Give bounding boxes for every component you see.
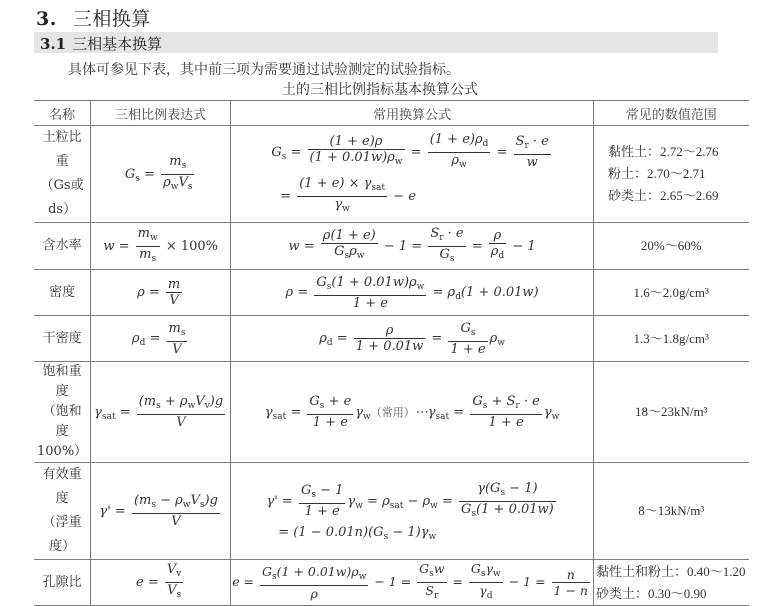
row-expression [91, 560, 231, 606]
subsection-number: 3.1 [40, 35, 67, 53]
math-formula: $G_s$ = $\frac{m_s}{\rho_wV_s}$ [124, 153, 193, 192]
math-formula: $G_s$ = $\frac{(1 + e)\rho}{(1 + 0.01w)\rho_w}$ = $\frac{(1 + e)\rho_d}{\rho_w}$ = $\frac{S_r \cdot e}{w}$ [271, 131, 549, 170]
row-expression [91, 223, 231, 270]
row-formulas [231, 316, 594, 362]
math-formula: $\gamma_{sat}$ = $\frac{(m_s + \rho_wV_v)g}{V}$ [94, 394, 224, 430]
table-row [34, 463, 749, 560]
math-formula: $\rho_d$ = $\frac{m_s}{V}$ [131, 320, 186, 357]
table-row [34, 316, 749, 362]
row-formulas [231, 223, 594, 270]
table-row [34, 223, 749, 270]
section-title: 三相换算 [72, 8, 151, 30]
row-expression [91, 126, 231, 223]
row-range: 20%～60% [593, 223, 748, 270]
math-formula: γ' = $\frac{G_s - 1}{1 + e}$ $\gamma_w = \rho_{sat} - \rho_w$ = $\frac{\gamma(G_s - 1)}{G_s(1 + 0.01w)}$ [266, 480, 554, 519]
row-formulas [231, 463, 594, 560]
row-name: 有效重度 （浮重度） [34, 463, 91, 560]
math-formula: w = $\frac{m_w}{m_s}$ × 100% [103, 225, 219, 264]
row-range: 18～23kN/m³ [593, 362, 748, 463]
row-name: 饱和重度 （饱和度 100%） [34, 362, 91, 463]
header-formulas: 常用换算公式 [231, 101, 594, 126]
row-expression [91, 316, 231, 362]
math-formula: = $\frac{(1 + e) \times \gamma_{sat}}{\gamma_w}$ − e [280, 175, 416, 214]
row-range: 8～13kN/m³ [593, 463, 748, 560]
intro-paragraph: 具体可参见下表，其中前三项为需要通过试验测定的试验指标。 [68, 62, 460, 78]
subsection-heading [40, 33, 162, 54]
math-formula: e = $\frac{G_s(1 + 0.01w)\rho_w}{\rho}$ − 1 = $\frac{G_sw}{S_r}$ = $\frac{G_s\gamma_w}{\gamma_d}$ − 1 = $\frac{n}{1 - n}$ [232, 561, 588, 601]
row-name: 密度 [34, 270, 91, 316]
math-formula: = $(1 - 0.01n)(G_s - 1)\gamma_w$ [278, 524, 437, 542]
header-name: 名称 [34, 101, 91, 126]
table-row [34, 270, 749, 316]
row-name: 土粒比重 （Gs或ds） [34, 126, 91, 223]
math-formula: w = $\frac{\rho(1 + e)}{G_s\rho_w}$ − 1 = $\frac{S_r \cdot e}{G_s}$ = $\frac{\rho}{\rho_d}$ − 1 [288, 225, 536, 264]
row-formulas [231, 560, 594, 606]
section-number: 3. [36, 8, 57, 30]
math-formula: ρ = $\frac{m}{V}$ [137, 277, 181, 308]
row-range: 1.3～1.8g/cm³ [593, 316, 748, 362]
row-formulas [231, 362, 594, 463]
row-range: 黏性土：2.72～2.76 粉土：2.70～2.71 砂类土：2.65～2.69 [593, 126, 748, 223]
math-formula: $\gamma_{sat}$ = $\frac{G_s + e}{1 + e}$ $\gamma_w$（常用）$\cdots\gamma_{sat}$ = $\frac{G_s + S_r \cdot e}{1 + e}$ $\gamma_w$ [264, 394, 560, 430]
row-name: 含水率 [34, 223, 91, 270]
row-name: 干密度 [34, 316, 91, 362]
math-formula: e = $\frac{V_v}{V_s}$ [136, 562, 182, 600]
header-range: 常见的数值范围 [593, 101, 748, 126]
row-range: 黏性土和粉土：0.40～1.20 砂类土：0.30～0.90 [593, 560, 748, 606]
table-header-row [34, 101, 749, 126]
row-name: 孔隙比 [34, 560, 91, 606]
table-row [34, 362, 749, 463]
section-heading [36, 4, 151, 31]
row-formulas [231, 270, 594, 316]
row-expression [91, 270, 231, 316]
row-expression [91, 463, 231, 560]
row-range: 1.6～2.0g/cm³ [593, 270, 748, 316]
table-row [34, 560, 749, 606]
math-formula: ρ = $\frac{G_s(1 + 0.01w)\rho_w}{1 + e}$ = $\rho_d(1 + 0.01w)$ [285, 274, 539, 311]
math-formula: γ' = $\frac{(m_s - \rho_wV_s)g}{V}$ [99, 493, 218, 529]
row-expression [91, 362, 231, 463]
subsection-title: 三相基本换算 [72, 35, 163, 53]
header-expression: 三相比例表达式 [91, 101, 231, 126]
math-formula: $\rho_d$ = $\frac{\rho}{1 + 0.01w}$ = $\frac{G_s}{1 + e}$ $\rho_w$ [319, 320, 505, 357]
table-caption: 土的三相比例指标基本换算公式 [282, 82, 478, 98]
row-formulas [231, 126, 594, 223]
table-row [34, 126, 749, 223]
conversion-table [34, 100, 749, 606]
